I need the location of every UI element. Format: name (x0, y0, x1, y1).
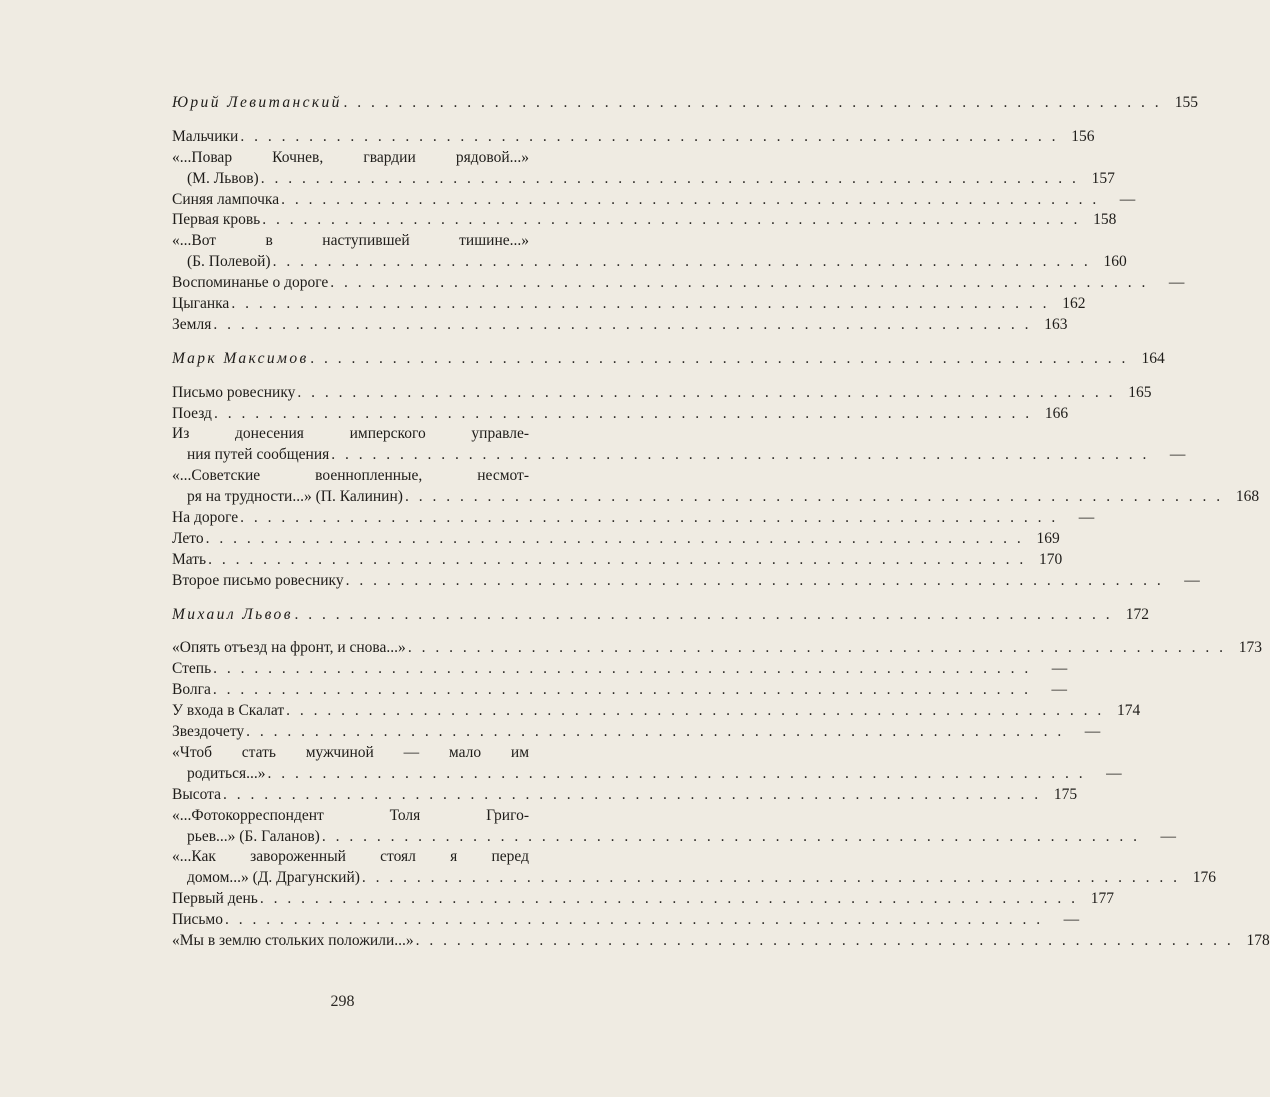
entry-title: На дороге (172, 509, 239, 527)
entry-page: — (1051, 681, 1067, 699)
toc-entry (172, 273, 1185, 294)
entry-page: 169 (1036, 529, 1060, 547)
toc-entry (172, 550, 1063, 571)
dot-leader: . . . . . . . . . . . . . . . . . . . . . . . . . . . . . . . . . . . . . . . . . . . . . . . . . . . . . . . . . . . . (240, 509, 1059, 527)
entry-page: 177 (1090, 890, 1114, 908)
dot-leader: . . . . . . . . . . . . . . . . . . . . . . . . . . . . . . . . . . . . . . . . . . . . . . . . . . . . . . . . . . . . (361, 869, 1181, 887)
entry-page: 166 (1044, 404, 1069, 422)
toc-entry (172, 487, 1260, 508)
toc-entry (172, 529, 1060, 550)
toc-entry-line (172, 424, 529, 445)
entry-page: — (1078, 509, 1095, 527)
entry-title: Воспоминанье о дороге (172, 274, 329, 292)
toc-entry (172, 868, 1217, 889)
toc-entry (172, 701, 1141, 722)
toc-entry (172, 931, 1270, 952)
toc-entry (172, 680, 1067, 701)
entry-page: — (1168, 274, 1185, 292)
entry-title: «...Повар Кочнев, гвардии рядовой...» (172, 148, 529, 166)
entry-page: — (1084, 723, 1101, 741)
entry-title: «Чтоб стать мужчиной — мало им (172, 743, 529, 761)
entry-title: (М. Львов) (187, 169, 259, 187)
dot-leader: . . . . . . . . . . . . . . . . . . . . . . . . . . . . . . . . . . . . . . . . . . . . . . . . . . . . . . . . . . . . (259, 890, 1078, 908)
dot-leader: . . . . . . . . . . . . . . . . . . . . . . . . . . . . . . . . . . . . . . . . . . . . . . . . . . . . . . . . . . . . (213, 404, 1033, 422)
dot-leader: . . . . . . . . . . . . . . . . . . . . . . . . . . . . . . . . . . . . . . . . . . . . . . . . . . . . . . . . . . . . (231, 295, 1050, 313)
toc-entry (172, 722, 1101, 743)
dot-leader: . . . . . . . . . . . . . . . . . . . . . . . . . . . . . . . . . . . . . . . . . . . . . . . . . . . . . . . . . . . . (240, 127, 1059, 145)
entry-page: 178 (1246, 931, 1270, 949)
entry-page: — (1051, 660, 1068, 678)
table-of-contents (172, 93, 1270, 952)
entry-page: — (1169, 446, 1186, 464)
entry-page: 164 (1141, 349, 1165, 367)
entry-title: Степь (172, 660, 212, 678)
entry-page: 168 (1235, 488, 1260, 506)
entry-title: «...Как завороженный стоял я перед (172, 848, 529, 866)
toc-entry-line (172, 806, 529, 827)
entry-page: 158 (1093, 211, 1117, 229)
toc-entry-line (172, 743, 529, 764)
entry-page: 155 (1174, 94, 1198, 111)
dot-leader: . . . . . . . . . . . . . . . . . . . . . . . . . . . . . . . . . . . . . . . . . . . . . . . . . . . . . . . . . . . . (297, 383, 1116, 401)
entry-title: Синяя лампочка (172, 190, 280, 208)
entry-page: 160 (1103, 253, 1127, 271)
dot-leader: . . . . . . . . . . . . . . . . . . . . . . . . . . . . . . . . . . . . . . . . . . . . . . . . . . . . . . . . . . . . (213, 660, 1032, 678)
dot-leader: . . . . . . . . . . . . . . . . . . . . . . . . . . . . . . . . . . . . . . . . . . . . . . . . . . . . . . . . . . . . (205, 529, 1024, 547)
toc-entry (172, 445, 1186, 466)
entry-title: «...Советские военнопленные, несмот- (172, 467, 529, 485)
entry-title: ря на трудности...» (П. Калинин) (187, 488, 403, 506)
toc-entry-line (172, 847, 529, 868)
entry-title: родиться...» (187, 764, 266, 782)
toc-entry (172, 315, 1068, 336)
toc-entry (172, 383, 1152, 404)
entry-title: Из донесения имперского управле- (172, 425, 529, 443)
toc-entry-line (172, 231, 529, 252)
entry-title: Лето (172, 529, 204, 547)
toc-entry (172, 764, 1122, 785)
dot-leader: . . . . . . . . . . . . . . . . . . . . . . . . . . . . . . . . . . . . . . . . . . . . . . . . . . . . . . . . . . . . (331, 446, 1150, 464)
entry-page: 156 (1071, 127, 1095, 145)
dot-leader: . . . . . . . . . . . . . . . . . . . . . . . . . . . . . . . . . . . . . . . . . . . . . . . . . . . . . . . . . . . . (267, 764, 1086, 782)
entry-page: — (1119, 190, 1136, 208)
toc-entry (172, 910, 1080, 931)
toc-entry (172, 252, 1127, 273)
entry-title: «...Вот в наступившей тишине...» (172, 232, 529, 250)
dot-leader: . . . . . . . . . . . . . . . . . . . . . . . . . . . . . . . . . . . . . . . . . . . . . . . . . . . . . . . . . . . . (262, 211, 1081, 229)
dot-leader: . . . . . . . . . . . . . . . . . . . . . . . . . . . . . . . . . . . . . . . . . . . . . . . . . . . . . . . . . . . . (208, 550, 1027, 568)
dot-leader: . . . . . . . . . . . . . . . . . . . . . . . . . . . . . . . . . . . . . . . . . . . . . . . . . . . . . . . . . . . . (343, 94, 1162, 111)
dot-leader: . . . . . . . . . . . . . . . . . . . . . . . . . . . . . . . . . . . . . . . . . . . . . . . . . . . . . . . . . . . . (246, 723, 1065, 741)
entry-page: 170 (1038, 550, 1063, 568)
author-name: Марк Максимов (172, 349, 309, 367)
entry-title: Мальчики (172, 127, 239, 145)
author-name: Юрий Левитанский (172, 94, 342, 111)
dot-leader: . . . . . . . . . . . . . . . . . . . . . . . . . . . . . . . . . . . . . . . . . . . . . . . . . . . . . . . . . . . . (213, 315, 1032, 333)
entry-title: рьев...» (Б. Галанов) (187, 827, 320, 845)
page-number: 298 (330, 993, 355, 1010)
entry-page: 176 (1192, 869, 1217, 887)
toc-entry (172, 508, 1095, 529)
entry-title: Письмо ровеснику (172, 383, 296, 401)
entry-page: 173 (1238, 639, 1262, 657)
toc-entry (172, 638, 1262, 659)
toc-entry (172, 294, 1086, 315)
dot-leader: . . . . . . . . . . . . . . . . . . . . . . . . . . . . . . . . . . . . . . . . . . . . . . . . . . . . . . . . . . . . (345, 571, 1164, 589)
entry-title: Первая кровь (172, 211, 261, 229)
dot-leader: . . . . . . . . . . . . . . . . . . . . . . . . . . . . . . . . . . . . . . . . . . . . . . . . . . . . . . . . . . . . (415, 931, 1234, 949)
toc-entry (172, 190, 1136, 211)
toc-entry (172, 169, 1115, 190)
entry-page: 174 (1116, 702, 1141, 720)
toc-entry (172, 404, 1069, 425)
author-heading (172, 605, 1149, 626)
toc-entry (172, 785, 1078, 806)
toc-entry (172, 889, 1114, 910)
entry-title: Цыганка (172, 295, 230, 313)
entry-title: ния путей сообщения (187, 446, 330, 464)
entry-title: «...Фотокорреспондент Толя Григо- (172, 806, 529, 824)
entry-title: Мать (172, 550, 207, 568)
toc-entry-line (172, 466, 529, 487)
entry-title: Первый день (172, 890, 258, 908)
entry-title: Волга (172, 681, 211, 699)
entry-title: Высота (172, 785, 222, 803)
entry-page: — (1184, 571, 1200, 589)
entry-title: Второе письмо ровеснику (172, 571, 344, 589)
entry-page: — (1160, 827, 1176, 845)
dot-leader: . . . . . . . . . . . . . . . . . . . . . . . . . . . . . . . . . . . . . . . . . . . . . . . . . . . . . . . . . . . . (260, 169, 1079, 187)
entry-title: У входа в Скалат (172, 702, 285, 720)
author-name: Михаил Львов (172, 605, 293, 623)
dot-leader: . . . . . . . . . . . . . . . . . . . . . . . . . . . . . . . . . . . . . . . . . . . . . . . . . . . . . . . . . . . . (212, 681, 1031, 699)
dot-leader: . . . . . . . . . . . . . . . . . . . . . . . . . . . . . . . . . . . . . . . . . . . . . . . . . . . . . . . . . . . . (286, 702, 1105, 720)
author-heading (172, 349, 1165, 370)
dot-leader: . . . . . . . . . . . . . . . . . . . . . . . . . . . . . . . . . . . . . . . . . . . . . . . . . . . . . . . . . . . . (223, 785, 1042, 803)
dot-leader: . . . . . . . . . . . . . . . . . . . . . . . . . . . . . . . . . . . . . . . . . . . . . . . . . . . . . . . . . . . . (225, 911, 1044, 929)
dot-leader: . . . . . . . . . . . . . . . . . . . . . . . . . . . . . . . . . . . . . . . . . . . . . . . . . . . . . . . . . . . . (321, 827, 1140, 845)
dot-leader: . . . . . . . . . . . . . . . . . . . . . . . . . . . . . . . . . . . . . . . . . . . . . . . . . . . . . . . . . . . . (281, 190, 1100, 208)
entry-title: Звездочету (172, 723, 245, 741)
entry-title: домом...» (Д. Драгунский) (187, 869, 360, 887)
dot-leader: . . . . . . . . . . . . . . . . . . . . . . . . . . . . . . . . . . . . . . . . . . . . . . . . . . . . . . . . . . . . (330, 274, 1149, 292)
entry-title: Письмо (172, 911, 223, 929)
author-heading (172, 93, 1198, 114)
toc-entry (172, 127, 1095, 148)
entry-title: «Опять отъезд на фронт, и снова...» (172, 639, 406, 657)
toc-entry (172, 659, 1068, 680)
dot-leader: . . . . . . . . . . . . . . . . . . . . . . . . . . . . . . . . . . . . . . . . . . . . . . . . . . . . . . . . . . . . (404, 488, 1224, 506)
toc-entry (172, 210, 1117, 231)
entry-title: Земля (172, 315, 212, 333)
entry-page: 175 (1053, 785, 1078, 803)
toc-entry-line (172, 148, 529, 169)
dot-leader: . . . . . . . . . . . . . . . . . . . . . . . . . . . . . . . . . . . . . . . . . . . . . . . . . . . . . . . . . . . . (407, 639, 1226, 657)
dot-leader: . . . . . . . . . . . . . . . . . . . . . . . . . . . . . . . . . . . . . . . . . . . . . . . . . . . . . . . . . . . . (310, 349, 1129, 367)
entry-title: Поезд (172, 404, 212, 422)
entry-page: 172 (1125, 605, 1149, 623)
entry-page: 165 (1128, 383, 1152, 401)
entry-title: (Б. Полевой) (187, 253, 271, 271)
entry-page: — (1063, 911, 1080, 929)
entry-page: — (1106, 764, 1122, 782)
entry-page: 162 (1062, 295, 1086, 313)
toc-entry (172, 571, 1200, 592)
toc-entry (172, 827, 1176, 848)
dot-leader: . . . . . . . . . . . . . . . . . . . . . . . . . . . . . . . . . . . . . . . . . . . . . . . . . . . . . . . . . . . . (272, 253, 1091, 271)
entry-page: 163 (1044, 315, 1068, 333)
entry-page: 157 (1091, 169, 1115, 187)
dot-leader: . . . . . . . . . . . . . . . . . . . . . . . . . . . . . . . . . . . . . . . . . . . . . . . . . . . . . . . . . . . . (294, 605, 1113, 623)
entry-title: «Мы в землю стольких положили...» (172, 931, 414, 949)
